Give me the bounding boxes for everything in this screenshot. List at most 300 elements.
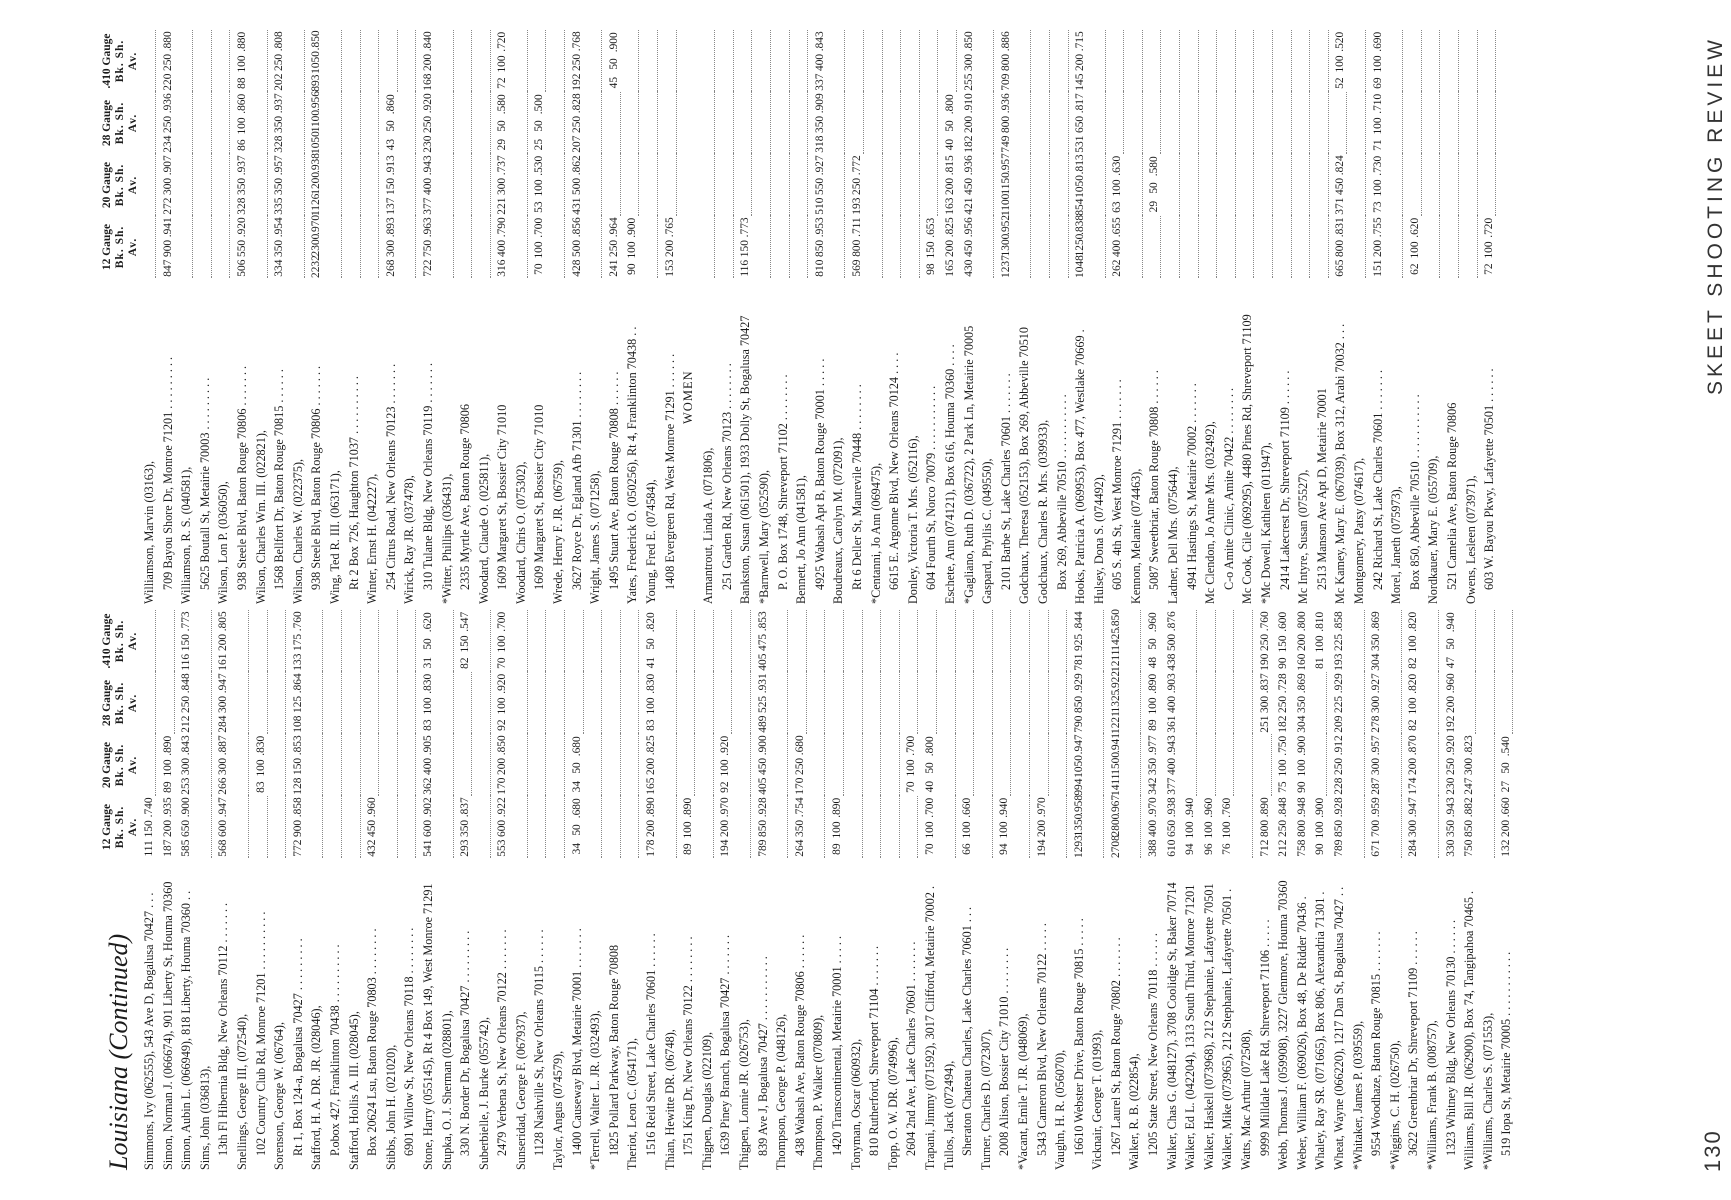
average: .947	[217, 673, 230, 694]
gauge-20-scores	[478, 734, 491, 796]
roster-row	[1181, 610, 1200, 1170]
gauge-20-scores	[795, 154, 808, 216]
average: .960	[1147, 612, 1160, 633]
gauge-20-scores	[382, 154, 401, 216]
gauge-28-scores	[887, 672, 900, 734]
gauge-20-scores	[1297, 154, 1310, 216]
shots-fired: 100	[254, 759, 267, 777]
shooter-address: 9999 Milldale Lake Rd, Shreveport 71106 . . . . .	[1257, 919, 1272, 1156]
roster-row	[995, 610, 1014, 1170]
average: .820	[645, 612, 658, 633]
gauge-20-scores	[941, 154, 960, 216]
gauge-410-scores	[870, 30, 883, 92]
birds-broken: 361	[1165, 715, 1178, 733]
gauge-12-scores	[736, 216, 755, 278]
gauge-28-scores	[642, 672, 661, 734]
shooter-name: Stone, Harry (055145), Rt 4 Box 149, West Monroe 71291	[420, 883, 435, 1170]
shots-fired: 525	[756, 695, 769, 713]
gauge-12-scores	[758, 216, 771, 278]
shooter-name: Mc Kamey, Mary E. (067039), Box 312, Arabi 70032 . . .	[1333, 323, 1348, 604]
roster-row	[326, 30, 345, 604]
gauge-20-scores	[791, 734, 810, 796]
gauge-20-scores	[478, 154, 491, 216]
gauge-12-scores	[1033, 796, 1052, 858]
gauge-12-scores	[1352, 796, 1365, 858]
gauge-410-scores	[887, 610, 900, 672]
shooter-name: *Barnwell, Mary (052590),	[757, 469, 771, 604]
gauge-28-scores	[1279, 92, 1292, 154]
gauge-410-scores	[1203, 610, 1216, 672]
birds-broken: 27	[1500, 780, 1513, 793]
gauge-20-scores	[159, 734, 178, 796]
gauge-410-scores	[1482, 610, 1495, 672]
shots-fired: 200	[962, 115, 975, 133]
gauge-12-scores	[385, 796, 398, 858]
shots-fired: 200	[663, 239, 676, 257]
gauge-410-scores	[307, 30, 326, 92]
roster-row	[493, 610, 512, 1170]
gauge-28-scores	[1128, 672, 1141, 734]
average: .970	[1035, 797, 1048, 818]
gauge-12-scores	[255, 796, 268, 858]
shots-fired: 100	[1334, 55, 1347, 73]
shooter-name: Walker, Mike (073965), 212 Stephanie, Lafayette 70501 .	[1220, 888, 1235, 1170]
gauge-12-scores	[642, 796, 661, 858]
gauge-410-scores	[1054, 610, 1067, 672]
roster-row	[345, 610, 364, 1170]
gauge-20-scores	[1221, 734, 1234, 796]
birds-broken: 316	[496, 259, 509, 277]
birds-broken: 489	[756, 715, 769, 733]
average: .941	[161, 217, 174, 238]
shots-fired: 300	[1370, 695, 1383, 713]
birds-broken: 151	[1371, 259, 1384, 277]
gauge-12-scores	[997, 216, 1016, 278]
shooter-address: 1128 Nashville St, New Orleans 70115 . . . . . .	[532, 929, 547, 1156]
roster-row	[1125, 610, 1144, 1170]
gauge-12-scores	[255, 216, 268, 278]
gauge-12-scores	[419, 796, 438, 858]
average: .876	[1165, 611, 1178, 632]
average: .728	[1277, 673, 1290, 694]
gauge-20-scores	[1497, 734, 1516, 796]
gauge-12-scores	[981, 216, 994, 278]
gauge-12-scores	[515, 796, 528, 858]
gauge-12-scores	[1186, 216, 1199, 278]
gauge-20-scores	[1240, 734, 1253, 796]
gauge-20-scores	[608, 154, 621, 216]
birds-broken: 190	[1258, 653, 1271, 671]
birds-broken: 335	[273, 197, 286, 215]
gauge-28-scores	[289, 672, 308, 734]
shooter-address: 242 Richard St, Lake Charles 70601 . . . . . . .	[1370, 369, 1385, 590]
birds-broken: 34	[570, 842, 583, 855]
gauge-12-scores	[605, 216, 624, 278]
birds-broken: 92	[719, 781, 732, 793]
shots-fired: 150	[739, 240, 752, 258]
gauge-header-12: 12 Gauge Bk. Sh. Av.	[101, 803, 139, 851]
shots-fired: 400	[496, 239, 509, 257]
gauge-410-scores	[702, 30, 715, 92]
shooter-name: Yates, Frederick O. (050256), Rt 4, Franklinton 70438 . .	[625, 326, 640, 604]
gauge-12-scores	[159, 796, 178, 858]
average: .927	[1370, 673, 1383, 694]
average: .956	[962, 217, 975, 238]
average: .790	[496, 217, 509, 238]
gauge-20-scores	[1036, 734, 1049, 796]
gauge-28-scores	[348, 672, 361, 734]
average: .869	[1370, 611, 1383, 632]
shots-fired: 100	[421, 697, 434, 715]
gauge-20-scores	[1241, 154, 1254, 216]
average: .848	[1277, 797, 1290, 818]
shots-fired: 100	[1314, 635, 1327, 653]
average: .890	[645, 797, 658, 818]
birds-broken: 41	[645, 656, 658, 669]
gauge-410-scores	[478, 30, 491, 92]
shooter-name: Kennon, Melanie (074463),	[1128, 468, 1143, 604]
gauge-12-scores	[1130, 216, 1143, 278]
gauge-410-scores	[1442, 610, 1461, 672]
birds-broken: 160	[1295, 653, 1308, 671]
gauge-12-scores	[1390, 216, 1403, 278]
shots-fired: 475	[756, 633, 769, 651]
roster-row	[270, 610, 289, 1170]
gauge-28-scores	[382, 92, 401, 154]
average: .900	[607, 32, 620, 53]
gauge-28-scores	[1427, 92, 1440, 154]
shooter-address: 13th Fl Hibernia Bldg, New Orleans 70112 . . . . . . .	[216, 902, 231, 1156]
shots-fired: 50	[943, 120, 956, 132]
gauge-20-scores	[1409, 154, 1422, 216]
gauge-410-scores	[270, 30, 289, 92]
shots-fired: 600	[421, 819, 434, 837]
gauge-28-scores	[626, 92, 639, 154]
birds-broken: 165	[645, 777, 658, 795]
birds-broken: 81	[1314, 657, 1327, 669]
gauge-28-scores	[924, 672, 937, 734]
shooter-address: 1639 Piney Branch, Bogalusa 70427 . . . . . . .	[718, 934, 733, 1156]
gauge-12-scores	[1331, 216, 1350, 278]
gauge-20-scores	[848, 154, 867, 216]
gauge-20-scores	[1108, 154, 1127, 216]
average: .813	[1074, 154, 1087, 175]
shots-fired: 250	[180, 695, 193, 713]
shots-fired: 100	[645, 697, 658, 715]
birds-broken: 293	[459, 839, 472, 857]
gauge-28-scores	[1274, 672, 1293, 734]
gauge-410-scores	[626, 610, 639, 672]
gauge-20-scores	[1204, 154, 1217, 216]
gauge-410-scores	[1223, 30, 1236, 92]
shots-fired: 125	[291, 695, 304, 713]
shots-fired: 350	[1444, 819, 1457, 837]
birds-broken: 63	[1111, 201, 1124, 213]
gauge-410-scores	[493, 30, 512, 92]
gauge-410-scores	[754, 610, 773, 672]
shooter-address: 1751 King Dr, New Orleans 70122 . . . . . . . .	[681, 936, 696, 1156]
gauge-28-scores	[907, 92, 920, 154]
average: .947	[1072, 734, 1085, 755]
shooter-name: Eschete, Ann (074121), Box 616, Houma 70360 . . . .	[942, 344, 957, 604]
roster-row	[400, 30, 419, 604]
gauge-410-scores	[1367, 610, 1386, 672]
birds-broken: 94	[998, 843, 1011, 855]
gauge-20-scores	[1330, 734, 1349, 796]
gauge-20-scores	[664, 734, 677, 796]
gauge-20-scores	[716, 734, 735, 796]
gauge-12-scores	[888, 216, 901, 278]
shooter-name: Taylor, Angus (074579),	[551, 1050, 566, 1170]
birds-broken: 47	[1444, 656, 1457, 669]
gauge-20-scores	[868, 734, 881, 796]
roster-row	[1183, 30, 1202, 604]
shooter-address: 1609 Margaret St, Bossier City 71010	[495, 404, 510, 590]
roster-row	[960, 30, 979, 604]
birds-broken: 994	[1072, 778, 1085, 796]
shooter-address: 1267 Laurel St, Baton Rouge 70802 . . . . . . .	[1108, 937, 1123, 1156]
gauge-20-scores	[143, 154, 156, 216]
gauge-12-scores	[1071, 216, 1090, 278]
average: .880	[235, 31, 248, 52]
birds-broken: 70	[496, 657, 509, 669]
roster-row	[997, 30, 1016, 604]
gauge-28-scores	[1184, 672, 1197, 734]
roster-row	[456, 610, 475, 1170]
gauge-20-scores	[664, 154, 677, 216]
average: .800	[943, 94, 956, 115]
birds-broken: 221	[496, 197, 509, 215]
birds-broken: 377	[1165, 777, 1178, 795]
gauge-28-scores	[1483, 92, 1496, 154]
shots-fired: 100	[719, 759, 732, 777]
gauge-28-scores	[1241, 92, 1254, 154]
average: .920	[1444, 735, 1457, 756]
gauge-28-scores	[682, 672, 695, 734]
average: .947	[1407, 797, 1420, 818]
gauge-12-scores	[1311, 796, 1330, 858]
birds-broken: 53	[533, 201, 546, 213]
shots-fired: 100	[1407, 697, 1420, 715]
gauge-12-scores	[1427, 216, 1440, 278]
gauge-12-scores	[459, 216, 472, 278]
gauge-28-scores	[997, 92, 1016, 154]
gauge-20-scores	[1017, 734, 1030, 796]
shots-fired: 100	[1371, 117, 1384, 135]
shots-fired: 100	[496, 635, 509, 653]
average: .943	[1165, 735, 1178, 756]
average: .530	[533, 155, 546, 176]
average: .957	[273, 155, 286, 176]
gauge-28-scores	[403, 92, 416, 154]
shots-fired: 100	[1371, 55, 1384, 73]
shots-fired: 300	[1463, 757, 1476, 775]
shooter-name: Walker, Haskell (073968), 212 Stephanie, Lafayette 70501	[1201, 883, 1216, 1170]
birds-broken: 170	[496, 777, 509, 795]
gauge-20-scores	[1037, 154, 1050, 216]
gauge-28-scores	[552, 92, 565, 154]
birds-broken: 758	[1295, 839, 1308, 857]
gauge-20-scores	[1184, 734, 1197, 796]
birds-broken: 781	[1072, 653, 1085, 671]
shooter-name: Godchaux, Theresa (052153), Box 269, Abbeville 70510	[1017, 327, 1032, 604]
shooter-address: 4925 Wabash Apt B, Baton Rouge 70001 . . . . .	[812, 358, 827, 590]
roster-row	[382, 610, 401, 1170]
birds-broken: 847	[161, 259, 174, 277]
roster-row	[774, 30, 793, 604]
gauge-28-scores	[1369, 92, 1388, 154]
birds-broken: 48	[1147, 656, 1160, 669]
gauge-12-scores	[1144, 796, 1163, 858]
average: .952	[999, 214, 1012, 235]
shots-fired: 900	[161, 239, 174, 257]
gauge-20-scores	[1130, 154, 1143, 216]
roster-row	[1108, 30, 1127, 604]
gauge-410-scores	[1144, 610, 1163, 672]
birds-broken: 262	[1111, 259, 1124, 277]
shots-fired: 200	[1074, 53, 1087, 71]
gauge-12-scores	[1093, 216, 1106, 278]
average: .720	[1483, 217, 1496, 238]
roster-row	[326, 610, 345, 1170]
gauge-410-scores	[217, 30, 230, 92]
gauge-20-scores	[831, 734, 844, 796]
gauge-410-scores	[1148, 30, 1161, 92]
page-number: 130	[1700, 1129, 1725, 1172]
shooter-address: 6901 Willow St, New Orleans 70118 . . . . . . . .	[402, 927, 417, 1156]
gauge-410-scores	[1037, 30, 1050, 92]
gauge-12-scores	[478, 796, 491, 858]
shooter-address: 938 Steele Blvd, Baton Rouge 70806 . . . . . . .	[234, 365, 249, 590]
gauge-410-scores	[459, 30, 472, 92]
gauge-28-scores	[739, 92, 752, 154]
average: .760	[1221, 797, 1234, 818]
average: .913	[384, 155, 397, 176]
roster-row	[1369, 30, 1388, 604]
birds-broken: 541	[421, 839, 434, 857]
shots-fired: 850	[1072, 695, 1085, 713]
gauge-20-scores	[1223, 154, 1236, 216]
shots-fired: 100	[1408, 241, 1421, 259]
shooter-address: 251 Garden Rd, New Orleans 70123 . . . . . . . .	[719, 363, 734, 590]
birds-broken: 45	[607, 76, 620, 89]
gauge-410-scores	[329, 610, 342, 672]
gauge-12-scores	[1260, 216, 1273, 278]
shots-fired: 650	[1074, 115, 1087, 133]
gauge-12-scores	[1128, 796, 1141, 858]
birds-broken: 132	[1500, 839, 1513, 857]
roster-row	[885, 30, 904, 604]
birds-broken: 116	[180, 653, 193, 671]
roster-row	[978, 30, 997, 604]
birds-broken: 89	[1147, 719, 1160, 731]
birds-broken: 421	[962, 197, 975, 215]
average: .967	[1109, 794, 1122, 815]
shots-fired: 250	[161, 53, 174, 71]
birds-broken: 192	[570, 73, 583, 91]
average: .853	[756, 611, 769, 632]
shots-fired: 800	[999, 53, 1012, 71]
gauge-12-scores	[143, 216, 156, 278]
shooter-address: 5343 Cameron Blvd, New Orleans 70122 . . . . .	[1034, 923, 1049, 1156]
gauge-12-scores	[679, 796, 698, 858]
gauge-410-scores	[1390, 30, 1403, 92]
gauge-20-scores	[832, 154, 845, 216]
gauge-20-scores	[739, 154, 752, 216]
shooter-name: Stafford, Hollis A. III. (028045),	[346, 1011, 361, 1170]
average: .772	[850, 155, 863, 176]
roster-row	[1164, 30, 1183, 604]
gauge-12-scores	[180, 216, 193, 278]
gauge-12-scores	[870, 216, 883, 278]
average: .958	[1072, 794, 1085, 815]
gauge-410-scores	[1297, 30, 1310, 92]
birds-broken: 116	[739, 259, 752, 277]
shots-fired: 50	[1147, 638, 1160, 650]
average: .907	[161, 155, 174, 176]
gauge-410-scores	[1184, 610, 1197, 672]
gauge-20-scores	[997, 154, 1016, 216]
birds-broken: 168	[421, 73, 434, 91]
shooter-name: Mc Clendon, Jo Anne Mrs. (032492),	[1203, 421, 1218, 604]
gauge-20-scores	[310, 734, 323, 796]
birds-broken: 371	[1334, 197, 1347, 215]
average: .927	[813, 155, 826, 176]
average: .938	[1165, 797, 1178, 818]
roster-row	[828, 610, 847, 1170]
birds-broken: 90	[1314, 843, 1327, 855]
gauge-410-scores	[960, 30, 979, 92]
shooter-name: Owens, Lesleen (073971),	[1463, 475, 1478, 604]
gauge-28-scores	[868, 672, 881, 734]
birds-broken: 230	[1444, 777, 1457, 795]
average: .860	[235, 93, 248, 114]
shooter-name: Bankston, Susan (061501), 1933 Dolly St, Bogalusa 70427	[738, 315, 753, 604]
shots-fired: 1050	[1074, 175, 1087, 198]
average: .848	[180, 673, 193, 694]
birds-broken: 111	[143, 840, 155, 857]
shots-fired: 100	[1111, 179, 1124, 197]
gauge-28-scores	[1240, 672, 1253, 734]
gauge-28-scores	[719, 672, 732, 734]
shooter-address: 1408 Evergreen Rd, West Monroe 71291 . . . . . .	[662, 353, 677, 590]
shots-fired: 600	[496, 819, 509, 837]
gauge-12-scores	[1426, 796, 1439, 858]
shots-fired: 100	[998, 821, 1011, 839]
shooter-address: 2479 Verbena St, New Orleans 70122 . . . . . . .	[495, 929, 510, 1156]
gauge-28-scores	[925, 92, 938, 154]
gauge-20-scores	[1460, 734, 1479, 796]
gauge-28-scores	[589, 672, 602, 734]
roster-row	[679, 610, 698, 1170]
gauge-410-scores	[1221, 610, 1234, 672]
shooter-name: *Vacant, Emile T. JR. (048069),	[1015, 1013, 1030, 1170]
roster-row	[345, 30, 364, 604]
gauge-12-scores	[568, 796, 587, 858]
shooter-address: P.obox 427, Franklinton 70438 . . . . . . . . . .	[327, 944, 342, 1156]
average: .920	[719, 735, 732, 756]
gauge-28-scores	[419, 672, 438, 734]
shooter-name: Weber, William F. (069026), Box 48, De Ridder 70436 .	[1294, 896, 1309, 1170]
gauge-410-scores	[608, 610, 621, 672]
birds-broken: 25	[533, 138, 546, 151]
roster-row	[1015, 30, 1034, 604]
gauge-12-scores	[1446, 216, 1459, 278]
gauge-20-scores	[1465, 154, 1478, 216]
average: .810	[1314, 611, 1327, 632]
roster-row	[568, 30, 587, 604]
gauge-410-scores	[1240, 610, 1253, 672]
